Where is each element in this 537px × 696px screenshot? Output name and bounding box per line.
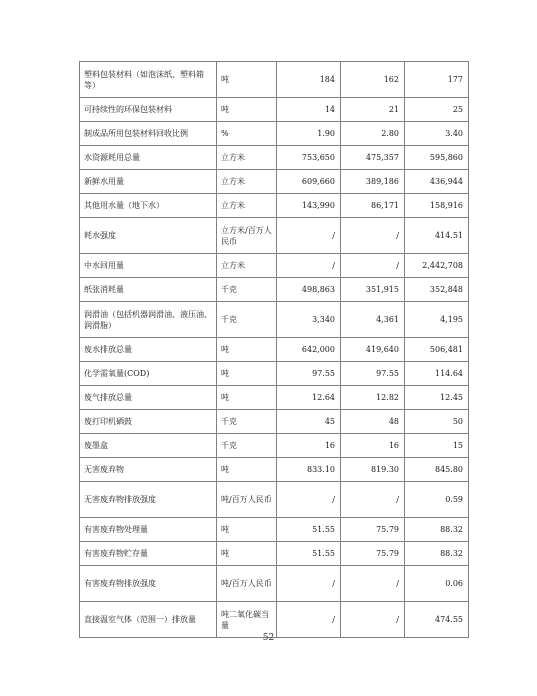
value-col-1-cell: 51.55 bbox=[277, 518, 341, 542]
table-row bbox=[80, 254, 469, 278]
value-col-2-cell: / bbox=[341, 602, 405, 638]
table-row bbox=[80, 434, 469, 458]
value-col-1-cell: 833.10 bbox=[277, 458, 341, 482]
item-name-cell: 水资源耗用总量 bbox=[80, 146, 217, 170]
value-col-2-cell: 97.55 bbox=[341, 362, 405, 386]
value-col-2-cell: 2.80 bbox=[341, 122, 405, 146]
table-row bbox=[80, 410, 469, 434]
value-col-3-cell: 12.45 bbox=[405, 386, 469, 410]
unit-cell: 吨 bbox=[217, 518, 277, 542]
value-col-3-cell: 25 bbox=[405, 98, 469, 122]
value-col-1-cell: 45 bbox=[277, 410, 341, 434]
value-col-2-cell: 21 bbox=[341, 98, 405, 122]
table-row bbox=[80, 194, 469, 218]
unit-cell: 吨 bbox=[217, 362, 277, 386]
unit-cell: 立方米 bbox=[217, 254, 277, 278]
value-col-1-cell: / bbox=[277, 218, 341, 254]
table-row bbox=[80, 302, 469, 338]
item-name-cell: 化学需氧量(COD) bbox=[80, 362, 217, 386]
value-col-2-cell: 475,357 bbox=[341, 146, 405, 170]
table-body bbox=[80, 62, 469, 638]
value-col-1-cell: 3,340 bbox=[277, 302, 341, 338]
value-col-3-cell: 474.55 bbox=[405, 602, 469, 638]
value-col-3-cell: 50 bbox=[405, 410, 469, 434]
unit-cell: 吨 bbox=[217, 386, 277, 410]
table-row bbox=[80, 542, 469, 566]
value-col-3-cell: 4,195 bbox=[405, 302, 469, 338]
value-col-3-cell: 3.40 bbox=[405, 122, 469, 146]
unit-cell: 立方米 bbox=[217, 146, 277, 170]
value-col-2-cell: 819.30 bbox=[341, 458, 405, 482]
unit-cell: 吨 bbox=[217, 458, 277, 482]
table-row bbox=[80, 62, 469, 98]
value-col-1-cell: / bbox=[277, 566, 341, 602]
unit-cell: 千克 bbox=[217, 302, 277, 338]
item-name-cell: 润滑油（包括机器润滑油、液压油、润滑脂） bbox=[80, 302, 217, 338]
unit-cell: 立方米 bbox=[217, 194, 277, 218]
value-col-3-cell: 414.51 bbox=[405, 218, 469, 254]
page-number: 52 bbox=[262, 633, 275, 643]
table-row bbox=[80, 170, 469, 194]
item-name-cell: 废气排放总量 bbox=[80, 386, 217, 410]
value-col-2-cell: 12.82 bbox=[341, 386, 405, 410]
value-col-3-cell: 436,944 bbox=[405, 170, 469, 194]
unit-cell: 千克 bbox=[217, 278, 277, 302]
table-row bbox=[80, 278, 469, 302]
table-row bbox=[80, 458, 469, 482]
value-col-2-cell: / bbox=[341, 566, 405, 602]
value-col-2-cell: 86,171 bbox=[341, 194, 405, 218]
value-col-1-cell: 642,000 bbox=[277, 338, 341, 362]
value-col-3-cell: 88.32 bbox=[405, 542, 469, 566]
value-col-2-cell: 419,640 bbox=[341, 338, 405, 362]
value-col-1-cell: 12.64 bbox=[277, 386, 341, 410]
value-col-3-cell: 0.59 bbox=[405, 482, 469, 518]
table-row bbox=[80, 218, 469, 254]
table-row bbox=[80, 146, 469, 170]
table-row bbox=[80, 362, 469, 386]
unit-cell: 千克 bbox=[217, 434, 277, 458]
item-name-cell: 废打印机硒鼓 bbox=[80, 410, 217, 434]
unit-cell: 吨 bbox=[217, 542, 277, 566]
item-name-cell: 可持续性的环保包装材料 bbox=[80, 98, 217, 122]
value-col-3-cell: 177 bbox=[405, 62, 469, 98]
value-col-3-cell: 506,481 bbox=[405, 338, 469, 362]
item-name-cell: 废水排放总量 bbox=[80, 338, 217, 362]
unit-cell: 立方米 bbox=[217, 170, 277, 194]
value-col-1-cell: 97.55 bbox=[277, 362, 341, 386]
value-col-2-cell: 48 bbox=[341, 410, 405, 434]
unit-cell: 吨 bbox=[217, 98, 277, 122]
item-name-cell: 纸张消耗量 bbox=[80, 278, 217, 302]
value-col-2-cell: 389,186 bbox=[341, 170, 405, 194]
value-col-1-cell: 143,990 bbox=[277, 194, 341, 218]
unit-cell: 吨 bbox=[217, 338, 277, 362]
value-col-3-cell: 0.06 bbox=[405, 566, 469, 602]
value-col-1-cell: 498,863 bbox=[277, 278, 341, 302]
value-col-1-cell: 16 bbox=[277, 434, 341, 458]
unit-cell: 立方米/百万人民币 bbox=[217, 218, 277, 254]
value-col-2-cell: 4,361 bbox=[341, 302, 405, 338]
table-row bbox=[80, 338, 469, 362]
item-name-cell: 中水回用量 bbox=[80, 254, 217, 278]
value-col-1-cell: 51.55 bbox=[277, 542, 341, 566]
value-col-3-cell: 15 bbox=[405, 434, 469, 458]
value-col-2-cell: / bbox=[341, 254, 405, 278]
item-name-cell: 制成品所用包装材料回收比例 bbox=[80, 122, 217, 146]
value-col-2-cell: / bbox=[341, 482, 405, 518]
value-col-2-cell: 162 bbox=[341, 62, 405, 98]
value-col-3-cell: 88.32 bbox=[405, 518, 469, 542]
item-name-cell: 废墨盒 bbox=[80, 434, 217, 458]
unit-cell: 吨二氧化碳当量 bbox=[217, 602, 277, 638]
value-col-3-cell: 114.64 bbox=[405, 362, 469, 386]
value-col-1-cell: 753,650 bbox=[277, 146, 341, 170]
item-name-cell: 直接温室气体（范围一）排放量 bbox=[80, 602, 217, 638]
value-col-2-cell: 351,915 bbox=[341, 278, 405, 302]
value-col-3-cell: 845.80 bbox=[405, 458, 469, 482]
value-col-1-cell: / bbox=[277, 482, 341, 518]
unit-cell: % bbox=[217, 122, 277, 146]
item-name-cell: 有害废弃物排放强度 bbox=[80, 566, 217, 602]
value-col-1-cell: / bbox=[277, 254, 341, 278]
environmental-data-table bbox=[79, 61, 469, 638]
table-row bbox=[80, 98, 469, 122]
table-row bbox=[80, 566, 469, 602]
table-row bbox=[80, 482, 469, 518]
value-col-1-cell: / bbox=[277, 602, 341, 638]
value-col-2-cell: 75.79 bbox=[341, 542, 405, 566]
unit-cell: 千克 bbox=[217, 410, 277, 434]
table-row bbox=[80, 518, 469, 542]
value-col-2-cell: 16 bbox=[341, 434, 405, 458]
item-name-cell: 有害废弃物处理量 bbox=[80, 518, 217, 542]
item-name-cell: 无害废弃物排放强度 bbox=[80, 482, 217, 518]
value-col-1-cell: 184 bbox=[277, 62, 341, 98]
value-col-3-cell: 352,848 bbox=[405, 278, 469, 302]
value-col-2-cell: / bbox=[341, 218, 405, 254]
unit-cell: 吨 bbox=[217, 62, 277, 98]
value-col-3-cell: 2,442,708 bbox=[405, 254, 469, 278]
table-row bbox=[80, 386, 469, 410]
item-name-cell: 其他用水量（地下水） bbox=[80, 194, 217, 218]
item-name-cell: 有害废弃物贮存量 bbox=[80, 542, 217, 566]
value-col-3-cell: 595,860 bbox=[405, 146, 469, 170]
unit-cell: 吨/百万人民币 bbox=[217, 482, 277, 518]
value-col-2-cell: 75.79 bbox=[341, 518, 405, 542]
value-col-1-cell: 14 bbox=[277, 98, 341, 122]
item-name-cell: 新鲜水用量 bbox=[80, 170, 217, 194]
item-name-cell: 无害废弃物 bbox=[80, 458, 217, 482]
value-col-3-cell: 158,916 bbox=[405, 194, 469, 218]
table-row bbox=[80, 122, 469, 146]
value-col-1-cell: 609,660 bbox=[277, 170, 341, 194]
value-col-1-cell: 1.90 bbox=[277, 122, 341, 146]
unit-cell: 吨/百万人民币 bbox=[217, 566, 277, 602]
item-name-cell: 耗水强度 bbox=[80, 218, 217, 254]
item-name-cell: 塑料包装材料（如泡沫纸、塑料箱等） bbox=[80, 62, 217, 98]
